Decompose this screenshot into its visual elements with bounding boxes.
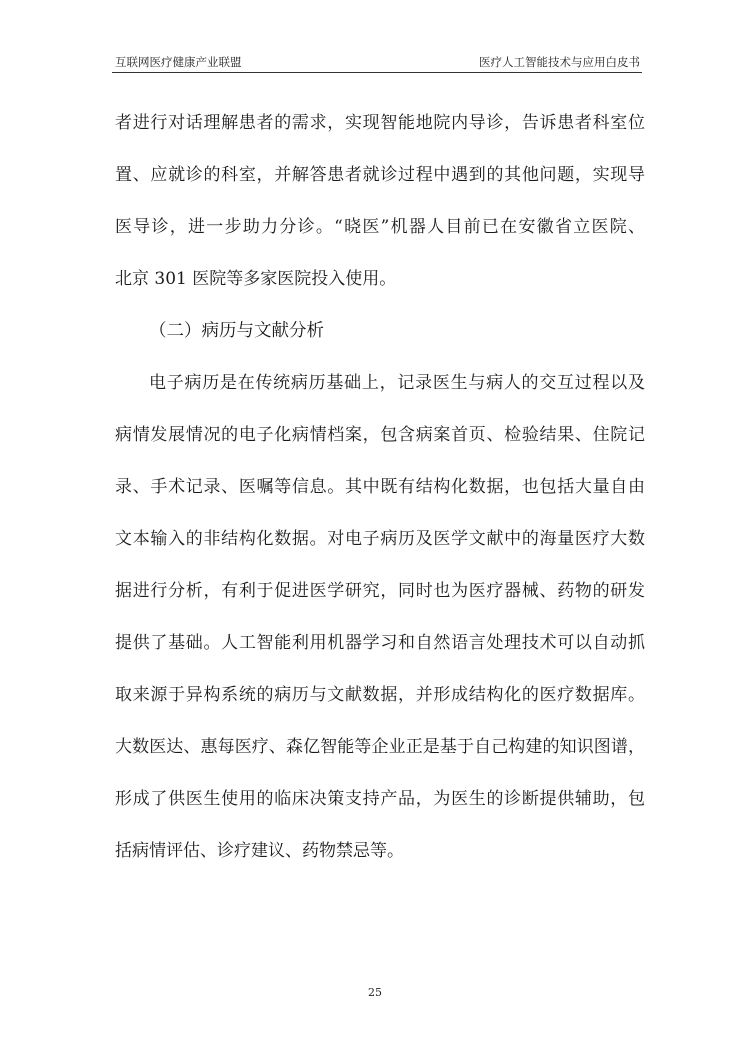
paragraph-line: 括病情评估、诊疗建议、药物禁忌等。 bbox=[115, 841, 404, 861]
paragraph-line: 取来源于异构系统的病历与文献数据，并形成结构化的医疗数据库。 bbox=[115, 685, 645, 705]
paragraph-line: 置、应就诊的科室，并解答患者就诊过程中遇到的其他问题，实现导 bbox=[115, 165, 645, 185]
section-heading: （二）病历与文献分析 bbox=[149, 321, 324, 341]
paragraph-continued bbox=[115, 97, 645, 305]
body-text bbox=[115, 97, 645, 877]
paragraph-line: 电子病历是在传统病历基础上，记录医生与病人的交互过程以及 bbox=[149, 373, 645, 393]
paragraph-line: 病情发展情况的电子化病情档案，包含病案首页、检验结果、住院记 bbox=[115, 425, 645, 445]
running-header bbox=[115, 52, 640, 72]
paragraph-line: 形成了供医生使用的临床决策支持产品，为医生的诊断提供辅助，包 bbox=[115, 789, 645, 809]
header-rule bbox=[112, 72, 642, 73]
header-organization: 互联网医疗健康产业联盟 bbox=[115, 55, 242, 69]
paragraph-line: 文本输入的非结构化数据。对电子病历及医学文献中的海量医疗大数 bbox=[115, 529, 645, 549]
paragraph-line: 医导诊，进一步助力分诊。“晓医”机器人目前已在安徽省立医院、 bbox=[115, 217, 645, 237]
page-number: 25 bbox=[368, 986, 382, 999]
paragraph-line: 大数医达、惠每医疗、森亿智能等企业正是基于自己构建的知识图谱， bbox=[115, 737, 645, 757]
paragraph-electronic-records bbox=[115, 357, 645, 877]
paragraph-line: 提供了基础。人工智能利用机器学习和自然语言处理技术可以自动抓 bbox=[115, 633, 645, 653]
paragraph-line: 据进行分析，有利于促进医学研究，同时也为医疗器械、药物的研发 bbox=[115, 581, 645, 601]
paragraph-line: 者进行对话理解患者的需求，实现智能地院内导诊，告诉患者科室位 bbox=[115, 113, 645, 133]
header-document-title: 医疗人工智能技术与应用白皮书 bbox=[479, 55, 640, 69]
paragraph-line: 北京 301 医院等多家医院投入使用。 bbox=[115, 269, 397, 289]
paragraph-line: 录、手术记录、医嘱等信息。其中既有结构化数据，也包括大量自由 bbox=[115, 477, 645, 497]
